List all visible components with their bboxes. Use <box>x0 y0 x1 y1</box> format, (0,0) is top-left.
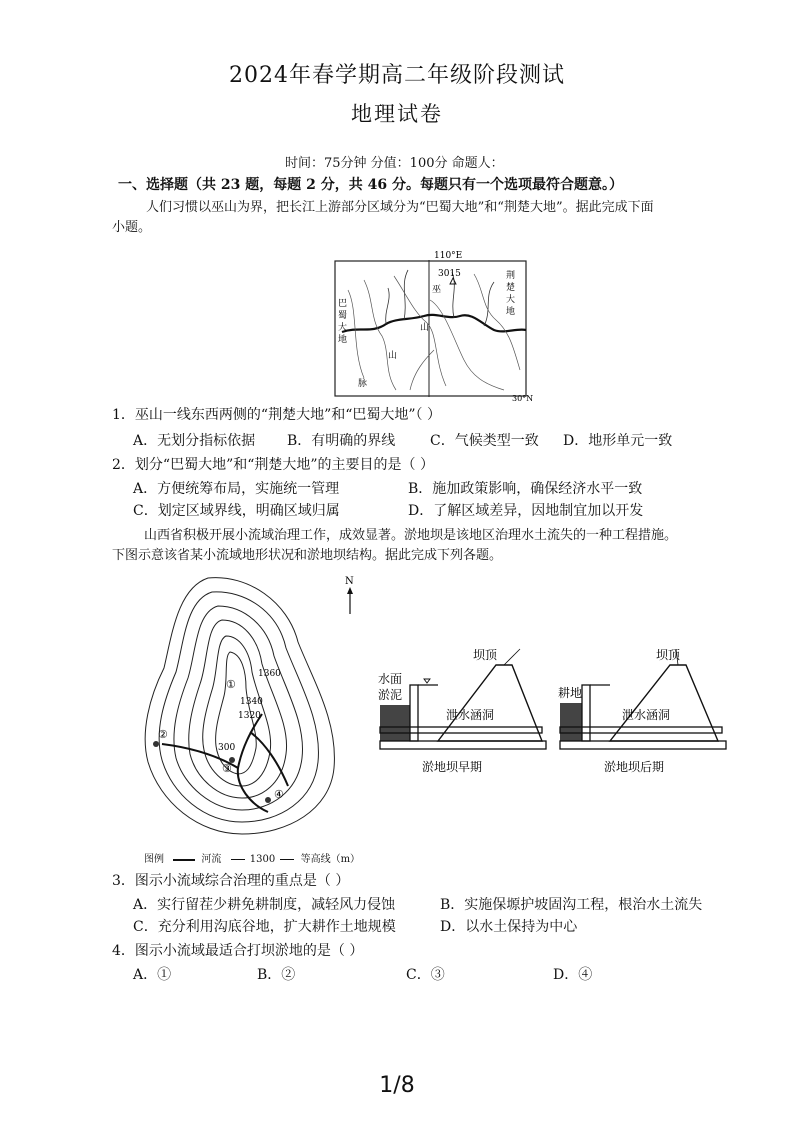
dam-early-diagram <box>378 645 548 775</box>
contour-1340: 1340 <box>240 697 263 707</box>
map1-latitude: 30°N <box>512 394 534 403</box>
legend-river-line <box>173 859 195 861</box>
legend-contour: 等高线（m） <box>300 854 361 865</box>
q2-option-a: A．方便统筹布局，实施统一管理 <box>133 481 340 497</box>
map1-longitude: 110°E <box>434 251 463 261</box>
map1-jingchu-1: 荆 <box>506 271 516 281</box>
q3-option-c: C．充分利用沟底谷地，扩大耕作土地规模 <box>133 919 396 935</box>
contour-map <box>138 572 358 842</box>
q3-option-d: D．以水土保持为中心 <box>440 919 578 935</box>
dam-late-diagram <box>558 645 728 775</box>
map1-bashu-3: 大 <box>338 323 348 333</box>
point-1: ① <box>226 678 236 691</box>
exam-meta: 时间：75分钟 分值：100分 命题人： <box>285 156 504 171</box>
dam-late-top: 坝顶 <box>656 648 681 662</box>
q1-option-b: B．有明确的界线 <box>287 433 396 449</box>
contour-legend <box>144 850 360 865</box>
dam-early-caption: 淤地坝早期 <box>422 760 483 774</box>
contour-1300: 300 <box>218 743 236 753</box>
dam-early-top: 坝顶 <box>473 648 498 662</box>
legend-river: 河流 <box>201 854 222 865</box>
q2-option-d: D．了解区域差异，因地制宜加以开发 <box>408 503 644 519</box>
q1-option-d: D．地形单元一致 <box>563 433 673 449</box>
page-number: 1/8 <box>379 1073 415 1098</box>
wushan-map <box>334 251 534 403</box>
q3-stem: 3．图示小流域综合治理的重点是（ ） <box>112 873 350 889</box>
contour-1320: 1320 <box>238 711 261 721</box>
passage2-line1: 山西省积极开展小流域治理工作，成效显著。淤地坝是该地区治理水土流失的一种工程措施。 <box>144 528 678 543</box>
q2-option-c: C．划定区域界线，明确区域归属 <box>133 503 340 519</box>
dam-late-caption: 淤地坝后期 <box>604 760 665 774</box>
map1-bashu-4: 地 <box>338 335 348 345</box>
point-4: ④ <box>274 788 284 801</box>
q4-option-d: D．④ <box>553 967 593 983</box>
map1-jingchu-2: 楚 <box>506 283 516 293</box>
point-2: ② <box>158 728 168 741</box>
passage1-line1: 人们习惯以巫山为界，把长江上游部分区域分为“巴蜀大地”和“荆楚大地”。据此完成下面 <box>146 200 654 215</box>
map1-wu: 巫 <box>432 285 442 295</box>
q3-option-a: A．实行留茬少耕免耕制度，减轻风力侵蚀 <box>133 897 396 913</box>
dam-early-water: 水面 <box>378 672 403 686</box>
map1-shan1: 山 <box>420 323 430 333</box>
q1-stem: 1．巫山一线东西两侧的“荆楚大地”和“巴蜀大地”（ ） <box>112 407 441 423</box>
map1-jingchu-4: 地 <box>506 307 516 317</box>
q1-option-a: A．无划分指标依据 <box>133 433 256 449</box>
dam-late-farmland: 耕地 <box>558 686 583 700</box>
q4-option-a: A．① <box>133 967 172 983</box>
passage2-line2: 下图示意该省某小流域地形状况和淤地坝结构。据此完成下列各题。 <box>112 548 503 563</box>
passage1-line2: 小题。 <box>112 220 152 235</box>
exam-title: 2024年春学期高二年级阶段测试 <box>229 63 565 88</box>
map1-bashu-1: 巴 <box>338 299 348 309</box>
contour-1360: 1360 <box>258 669 281 679</box>
dam-early-silt: 淤泥 <box>378 688 403 702</box>
section-heading: 一、选择题（共 23 题，每题 2 分，共 46 分。每题只有一个选项最符合题意。） <box>118 177 623 193</box>
map1-shan2: 山 <box>388 351 398 361</box>
map1-elevation: 3015 <box>438 269 461 279</box>
north-label: N <box>345 576 354 587</box>
q4-option-b: B．② <box>257 967 296 983</box>
dam-early-culvert: 泄水涵洞 <box>446 708 495 722</box>
legend-label: 图例 <box>144 854 164 865</box>
q2-stem: 2．划分“巴蜀大地”和“荆楚大地”的主要目的是（ ） <box>112 457 434 473</box>
q1-option-c: C．气候类型一致 <box>430 433 539 449</box>
legend-contour-value: 1300 <box>249 854 276 865</box>
exam-subject: 地理试卷 <box>351 102 443 126</box>
map1-bashu-2: 蜀 <box>338 311 348 321</box>
map1-mai: 脉 <box>358 379 368 389</box>
q4-stem: 4．图示小流域最适合打坝淤地的是（ ） <box>112 943 364 959</box>
q2-option-b: B．施加政策影响，确保经济水平一致 <box>408 481 643 497</box>
point-3: ③ <box>222 762 232 775</box>
map1-jingchu-3: 大 <box>506 295 516 305</box>
dam-late-culvert: 泄水涵洞 <box>622 708 671 722</box>
q3-option-b: B．实施保塬护坡固沟工程，根治水土流失 <box>440 897 703 913</box>
q4-option-c: C．③ <box>406 967 445 983</box>
